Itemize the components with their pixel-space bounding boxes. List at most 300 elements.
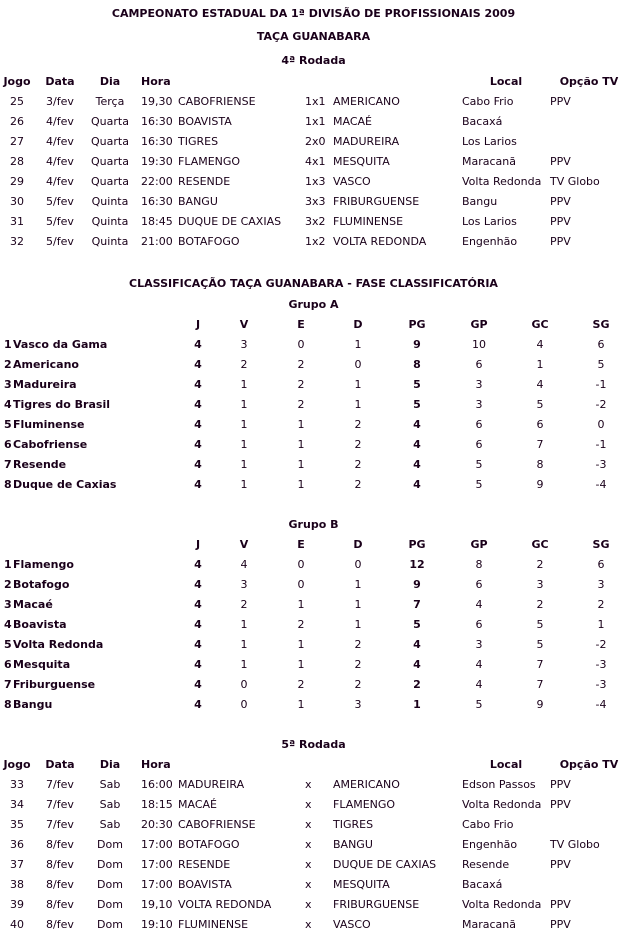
stat-e: 0 [297, 578, 305, 591]
stat-gp: 4 [475, 658, 483, 671]
position: 8 [4, 478, 12, 491]
header-pg: PG [408, 538, 426, 551]
stat-sg: 1 [597, 618, 605, 631]
header-local: Local [489, 75, 523, 88]
cell-data: 5/fev [46, 235, 74, 248]
team-name: Boavista [13, 618, 67, 631]
cell-hora: 18:15 [141, 798, 173, 811]
stat-d: 2 [354, 478, 362, 491]
cell-score: 1x1 [305, 95, 326, 108]
stat-gc: 7 [536, 438, 544, 451]
match-row [0, 815, 627, 835]
position: 8 [4, 698, 12, 711]
standings-header-row [0, 535, 627, 555]
stat-e: 1 [297, 698, 305, 711]
cell-data: 8/fev [46, 858, 74, 871]
stat-d: 0 [354, 558, 362, 571]
match-row [0, 875, 627, 895]
cell-hora: 16:30 [141, 135, 173, 148]
stat-gc: 2 [536, 598, 544, 611]
cell-home-team: CABOFRIENSE [178, 818, 256, 831]
cell-hora: 19:30 [141, 155, 173, 168]
cell-home-team: BANGU [178, 195, 218, 208]
header-gp: GP [470, 318, 488, 331]
stat-gp: 6 [475, 418, 483, 431]
standings-row [0, 615, 627, 635]
header-pg: PG [408, 318, 426, 331]
cell-away-team: TIGRES [333, 818, 374, 831]
cell-hora: 19,30 [141, 95, 173, 108]
team-name: Duque de Caxias [13, 478, 117, 491]
stat-e: 1 [297, 478, 305, 491]
cell-dia: Terça [95, 95, 125, 108]
position: 5 [4, 638, 12, 651]
stat-sg: 6 [597, 558, 605, 571]
cell-away-team: MACAÉ [333, 115, 372, 128]
cell-jogo: 32 [10, 235, 24, 248]
stat-gc: 9 [536, 478, 544, 491]
stat-d: 1 [354, 578, 362, 591]
team-name: Flamengo [13, 558, 74, 571]
cell-data: 7/fev [46, 818, 74, 831]
stat-d: 2 [354, 678, 362, 691]
cell-jogo: 37 [10, 858, 24, 871]
stat-sg: -3 [595, 658, 607, 671]
stat-sg: 3 [597, 578, 605, 591]
cell-local: Bacaxá [462, 878, 503, 891]
stat-pg: 5 [413, 378, 421, 391]
cell-home-team: BOTAFOGO [178, 838, 240, 851]
cell-tv: PPV [550, 155, 571, 168]
stat-gc: 7 [536, 678, 544, 691]
cell-data: 7/fev [46, 778, 74, 791]
standings-row [0, 555, 627, 575]
stat-gc: 6 [536, 418, 544, 431]
round4-header-row [0, 72, 627, 92]
cell-away-team: MESQUITA [333, 878, 390, 891]
stat-gc: 7 [536, 658, 544, 671]
cell-data: 4/fev [46, 135, 74, 148]
match-row [0, 192, 627, 212]
standings-row [0, 415, 627, 435]
stat-pg: 5 [413, 398, 421, 411]
stat-pg: 9 [413, 338, 421, 351]
cell-jogo: 39 [10, 898, 24, 911]
stat-j: 4 [194, 458, 202, 471]
match-row [0, 132, 627, 152]
stat-d: 2 [354, 418, 362, 431]
stat-pg: 12 [409, 558, 425, 571]
stat-j: 4 [194, 658, 202, 671]
cell-data: 3/fev [46, 95, 74, 108]
stat-gp: 8 [475, 558, 483, 571]
header-dia: Dia [99, 758, 121, 771]
standings-row [0, 435, 627, 455]
cell-dia: Quarta [91, 155, 129, 168]
header-sg: SG [592, 538, 610, 551]
stat-v: 1 [240, 378, 248, 391]
stat-sg: -3 [595, 678, 607, 691]
stat-gc: 5 [536, 638, 544, 651]
team-name: Americano [13, 358, 79, 371]
cell-away-team: MADUREIRA [333, 135, 400, 148]
stat-v: 1 [240, 478, 248, 491]
cell-hora: 22:00 [141, 175, 173, 188]
round5-header-row [0, 755, 627, 775]
standings-row [0, 395, 627, 415]
stat-gp: 4 [475, 678, 483, 691]
match-row [0, 232, 627, 252]
cell-home-team: BOAVISTA [178, 115, 232, 128]
stat-gc: 8 [536, 458, 544, 471]
stat-pg: 2 [413, 678, 421, 691]
cell-jogo: 25 [10, 95, 24, 108]
cell-away-team: VASCO [333, 175, 371, 188]
stat-pg: 4 [413, 658, 421, 671]
header-v: V [239, 318, 249, 331]
stat-gc: 9 [536, 698, 544, 711]
stat-v: 1 [240, 438, 248, 451]
cell-data: 8/fev [46, 898, 74, 911]
cell-local: Cabo Frio [462, 95, 514, 108]
stat-d: 2 [354, 438, 362, 451]
standings-row [0, 655, 627, 675]
cell-score: x [305, 798, 312, 811]
cell-jogo: 33 [10, 778, 24, 791]
stat-d: 0 [354, 358, 362, 371]
cell-tv: PPV [550, 215, 571, 228]
group-a-title: Grupo A [288, 298, 339, 311]
header-hora: Hora [141, 758, 171, 771]
cell-dia: Dom [97, 838, 123, 851]
cell-jogo: 31 [10, 215, 24, 228]
cell-score: 1x1 [305, 115, 326, 128]
cell-jogo: 35 [10, 818, 24, 831]
team-name: Cabofriense [13, 438, 88, 451]
page-title: CAMPEONATO ESTADUAL DA 1ª DIVISÃO DE PROFISSIONAIS 2009 [111, 7, 516, 20]
stat-e: 1 [297, 658, 305, 671]
stat-e: 2 [297, 398, 305, 411]
position: 2 [4, 358, 12, 371]
cell-away-team: BANGU [333, 838, 373, 851]
stat-e: 0 [297, 558, 305, 571]
header-data: Data [45, 75, 75, 88]
cell-jogo: 30 [10, 195, 24, 208]
standings-row [0, 355, 627, 375]
cell-tv: TV Globo [550, 838, 600, 851]
header-d: D [353, 538, 363, 551]
cell-local: Engenhão [462, 838, 518, 851]
stat-sg: -3 [595, 458, 607, 471]
cell-hora: 21:00 [141, 235, 173, 248]
cell-dia: Quarta [91, 175, 129, 188]
cell-dia: Quinta [91, 235, 129, 248]
position: 4 [4, 618, 12, 631]
header-local: Local [489, 758, 523, 771]
stat-j: 4 [194, 598, 202, 611]
stat-v: 1 [240, 638, 248, 651]
stat-sg: -4 [595, 698, 607, 711]
cell-hora: 16:30 [141, 115, 173, 128]
cell-score: 3x3 [305, 195, 326, 208]
stat-e: 2 [297, 358, 305, 371]
cell-home-team: CABOFRIENSE [178, 95, 256, 108]
stat-gp: 6 [475, 618, 483, 631]
stat-sg: -2 [595, 638, 607, 651]
standings-row [0, 675, 627, 695]
cell-local: Resende [462, 858, 510, 871]
cell-local: Volta Redonda [462, 798, 542, 811]
cell-away-team: FLAMENGO [333, 798, 396, 811]
stat-d: 1 [354, 338, 362, 351]
stat-gp: 6 [475, 438, 483, 451]
stat-e: 2 [297, 678, 305, 691]
stat-v: 1 [240, 398, 248, 411]
position: 7 [4, 678, 12, 691]
cell-dia: Quinta [91, 195, 129, 208]
cell-local: Los Larios [462, 135, 517, 148]
cell-away-team: FRIBURGUENSE [333, 898, 420, 911]
header-d: D [353, 318, 363, 331]
cell-data: 5/fev [46, 215, 74, 228]
stat-j: 4 [194, 418, 202, 431]
match-row [0, 915, 627, 935]
stat-gp: 5 [475, 478, 483, 491]
stat-j: 4 [194, 638, 202, 651]
cell-jogo: 26 [10, 115, 24, 128]
stat-gp: 5 [475, 458, 483, 471]
stat-d: 2 [354, 658, 362, 671]
cell-away-team: FRIBURGUENSE [333, 195, 420, 208]
cell-score: x [305, 858, 312, 871]
position: 5 [4, 418, 12, 431]
stat-d: 1 [354, 378, 362, 391]
stat-v: 1 [240, 658, 248, 671]
round5-title: 5ª Rodada [281, 738, 346, 751]
stat-gc: 2 [536, 558, 544, 571]
cell-tv: PPV [550, 798, 571, 811]
match-row [0, 172, 627, 192]
cell-data: 4/fev [46, 115, 74, 128]
cell-jogo: 29 [10, 175, 24, 188]
cell-score: x [305, 818, 312, 831]
position: 1 [4, 558, 12, 571]
stat-d: 2 [354, 638, 362, 651]
team-name: Tigres do Brasil [13, 398, 110, 411]
classification-title: CLASSIFICAÇÃO TAÇA GUANABARA - FASE CLASSIFICATÓRIA [129, 277, 498, 290]
header-hora: Hora [141, 75, 171, 88]
cell-away-team: MESQUITA [333, 155, 390, 168]
cell-tv: TV Globo [550, 175, 600, 188]
stat-e: 1 [297, 598, 305, 611]
cell-tv: PPV [550, 195, 571, 208]
stat-gp: 3 [475, 378, 483, 391]
cell-local: Volta Redonda [462, 898, 542, 911]
stat-gp: 6 [475, 578, 483, 591]
page-subtitle: TAÇA GUANABARA [256, 30, 371, 43]
team-name: Resende [13, 458, 67, 471]
cell-dia: Dom [97, 918, 123, 931]
header-gc: GC [531, 538, 549, 551]
stat-sg: 6 [597, 338, 605, 351]
cell-hora: 20:30 [141, 818, 173, 831]
match-row [0, 855, 627, 875]
stat-gc: 4 [536, 338, 544, 351]
cell-data: 4/fev [46, 175, 74, 188]
stat-sg: 2 [597, 598, 605, 611]
header-jogo: Jogo [3, 758, 31, 771]
stat-gp: 3 [475, 638, 483, 651]
cell-data: 8/fev [46, 838, 74, 851]
cell-tv: PPV [550, 858, 571, 871]
stat-j: 4 [194, 378, 202, 391]
cell-tv: PPV [550, 95, 571, 108]
position: 3 [4, 598, 12, 611]
cell-home-team: BOTAFOGO [178, 235, 240, 248]
position: 3 [4, 378, 12, 391]
stat-pg: 4 [413, 478, 421, 491]
stat-pg: 4 [413, 418, 421, 431]
cell-jogo: 28 [10, 155, 24, 168]
match-row [0, 795, 627, 815]
stat-d: 1 [354, 618, 362, 631]
position: 2 [4, 578, 12, 591]
header-gc: GC [531, 318, 549, 331]
match-row [0, 92, 627, 112]
cell-local: Volta Redonda [462, 175, 542, 188]
stat-gc: 3 [536, 578, 544, 591]
stat-pg: 9 [413, 578, 421, 591]
header-gp: GP [470, 538, 488, 551]
stat-gp: 10 [472, 338, 486, 351]
stat-gc: 5 [536, 398, 544, 411]
cell-hora: 17:00 [141, 858, 173, 871]
stat-v: 4 [240, 558, 248, 571]
stat-sg: -1 [595, 378, 607, 391]
cell-hora: 16:00 [141, 778, 173, 791]
stat-pg: 5 [413, 618, 421, 631]
team-name: Volta Redonda [13, 638, 104, 651]
match-row [0, 835, 627, 855]
header-j: J [195, 538, 201, 551]
header-data: Data [45, 758, 75, 771]
team-name: Friburguense [13, 678, 96, 691]
cell-score: x [305, 898, 312, 911]
position: 6 [4, 438, 12, 451]
cell-score: 1x3 [305, 175, 326, 188]
cell-score: x [305, 918, 312, 931]
stat-e: 1 [297, 638, 305, 651]
cell-dia: Sab [99, 778, 121, 791]
cell-away-team: AMERICANO [333, 95, 400, 108]
standings-header-row [0, 315, 627, 335]
stat-pg: 8 [413, 358, 421, 371]
cell-home-team: TIGRES [178, 135, 219, 148]
stat-pg: 4 [413, 438, 421, 451]
standings-row [0, 695, 627, 715]
cell-local: Bangu [462, 195, 498, 208]
stat-v: 3 [240, 578, 248, 591]
cell-dia: Dom [97, 898, 123, 911]
cell-away-team: VOLTA REDONDA [333, 235, 427, 248]
cell-home-team: MACAÉ [178, 798, 217, 811]
stat-gp: 6 [475, 358, 483, 371]
cell-local: Engenhão [462, 235, 518, 248]
position: 4 [4, 398, 12, 411]
cell-dia: Quarta [91, 115, 129, 128]
stat-gc: 4 [536, 378, 544, 391]
cell-home-team: FLAMENGO [178, 155, 241, 168]
standings-row [0, 575, 627, 595]
stat-sg: -2 [595, 398, 607, 411]
header-dia: Dia [99, 75, 121, 88]
cell-away-team: DUQUE DE CAXIAS [333, 858, 437, 871]
standings-row [0, 475, 627, 495]
team-name: Mesquita [13, 658, 71, 671]
stat-j: 4 [194, 678, 202, 691]
stat-sg: -4 [595, 478, 607, 491]
stat-pg: 4 [413, 638, 421, 651]
match-row [0, 152, 627, 172]
stat-d: 1 [354, 598, 362, 611]
team-name: Vasco da Gama [13, 338, 108, 351]
cell-dia: Quarta [91, 135, 129, 148]
stat-v: 1 [240, 418, 248, 431]
stat-v: 1 [240, 458, 248, 471]
cell-hora: 17:00 [141, 838, 173, 851]
stat-v: 0 [240, 698, 248, 711]
position: 1 [4, 338, 12, 351]
standings-row [0, 595, 627, 615]
cell-hora: 18:45 [141, 215, 173, 228]
cell-tv: PPV [550, 918, 571, 931]
stat-sg: 0 [597, 418, 605, 431]
cell-home-team: BOAVISTA [178, 878, 232, 891]
stat-e: 1 [297, 458, 305, 471]
standings-row [0, 635, 627, 655]
cell-hora: 17:00 [141, 878, 173, 891]
stat-e: 1 [297, 438, 305, 451]
stat-gc: 1 [536, 358, 544, 371]
position: 6 [4, 658, 12, 671]
cell-local: Bacaxá [462, 115, 503, 128]
stat-v: 0 [240, 678, 248, 691]
header-tv: Opção TV [559, 75, 619, 88]
stat-sg: -1 [595, 438, 607, 451]
cell-away-team: AMERICANO [333, 778, 400, 791]
header-j: J [195, 318, 201, 331]
cell-home-team: VOLTA REDONDA [178, 898, 272, 911]
match-row [0, 112, 627, 132]
stat-e: 2 [297, 618, 305, 631]
cell-data: 5/fev [46, 195, 74, 208]
cell-score: x [305, 778, 312, 791]
group-b-title: Grupo B [288, 518, 339, 531]
stat-v: 3 [240, 338, 248, 351]
stat-e: 0 [297, 338, 305, 351]
cell-dia: Dom [97, 858, 123, 871]
stat-d: 1 [354, 398, 362, 411]
cell-dia: Sab [99, 798, 121, 811]
cell-score: 3x2 [305, 215, 326, 228]
match-row [0, 895, 627, 915]
stat-sg: 5 [597, 358, 605, 371]
stat-d: 3 [354, 698, 362, 711]
stat-d: 2 [354, 458, 362, 471]
stat-j: 4 [194, 618, 202, 631]
match-row [0, 212, 627, 232]
standings-row [0, 375, 627, 395]
